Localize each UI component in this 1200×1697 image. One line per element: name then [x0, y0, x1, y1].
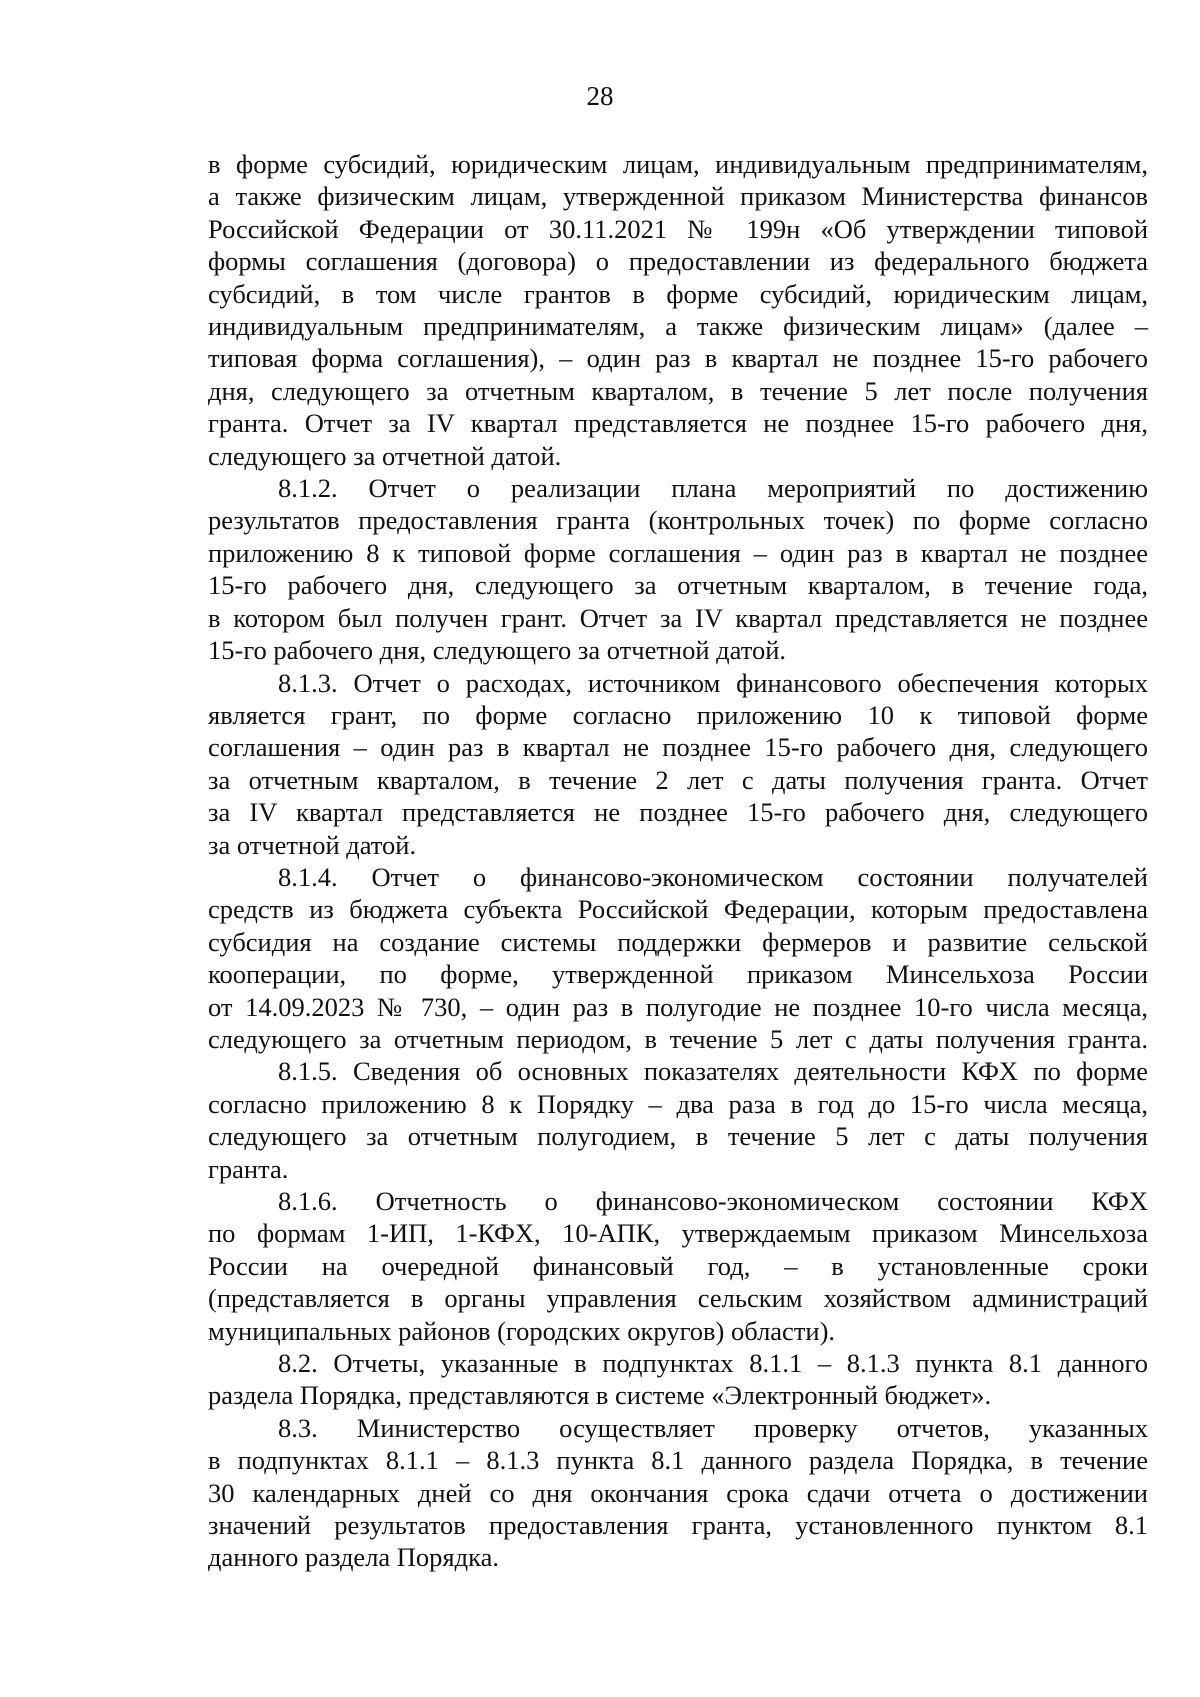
text-line: 15-го рабочего дня, следующего за отчетной датой. — [208, 635, 787, 666]
document-body — [208, 148, 1148, 1574]
paragraph-8-1-5 — [208, 1055, 1148, 1185]
text-line: 30 календарных дней со дня окончания срока сдачи отчета о достижении — [208, 1477, 1148, 1508]
paragraph-8-1-6 — [208, 1185, 1148, 1347]
text-line: за отчетной датой. — [208, 829, 417, 860]
text-line: 8.1.3. Отчет о расходах, источником финансового обеспечения которых — [278, 667, 1148, 698]
paragraph-8-1-2 — [208, 472, 1148, 666]
text-line: от 14.09.2023 № 730, – один раз в полугодие не позднее 10-го числа месяца, — [208, 991, 1148, 1022]
text-line: субсидия на создание системы поддержки фермеров и развитие сельской — [208, 926, 1148, 957]
text-line: субсидий, в том числе грантов в форме субсидий, юридическим лицам, — [208, 278, 1148, 309]
text-line: следующего за отчетной датой. — [208, 440, 562, 471]
text-line: в подпунктах 8.1.1 – 8.1.3 пункта 8.1 данного раздела Порядка, в течение — [208, 1445, 1148, 1476]
text-line: типовая форма соглашения), – один раз в квартал не позднее 15-го рабочего — [208, 343, 1148, 374]
text-line: муниципальных районов (городских округов) области). — [208, 1315, 836, 1346]
text-line: гранта. — [208, 1153, 289, 1184]
text-line: раздела Порядка, представляются в системе «Электронный бюджет». — [208, 1380, 992, 1411]
paragraph-8-1-4 — [208, 861, 1148, 1055]
page-number: 28 — [586, 81, 614, 111]
text-line: по формам 1-ИП, 1-КФХ, 10-АПК, утверждаемым приказом Минсельхоза — [208, 1218, 1148, 1249]
text-line: данного раздела Порядка. — [208, 1542, 499, 1573]
text-line: кооперации, по форме, утвержденной приказом Минсельхоза России — [208, 959, 1148, 990]
text-line: (представляется в органы управления сельским хозяйством администраций — [208, 1283, 1148, 1314]
paragraph-8-2 — [208, 1347, 1148, 1412]
text-line: гранта. Отчет за IV квартал представляется не позднее 15-го рабочего дня, — [208, 408, 1148, 439]
text-line: 8.1.2. Отчет о реализации плана мероприятий по достижению — [278, 473, 1148, 504]
text-line: приложению 8 к типовой форме соглашения – один раз в квартал не позднее — [208, 537, 1148, 568]
text-line: России на очередной финансовый год, – в установленные сроки — [208, 1250, 1148, 1281]
text-line: результатов предоставления гранта (контрольных точек) по форме согласно — [208, 505, 1148, 536]
text-line: 8.1.5. Сведения об основных показателях деятельности КФХ по форме — [278, 1056, 1148, 1087]
text-line: Российской Федерации от 30.11.2021 № 199н «Об утверждении типовой — [208, 213, 1148, 244]
text-line: следующего за отчетным полугодием, в течение 5 лет с даты получения — [208, 1121, 1148, 1152]
text-line: следующего за отчетным периодом, в течение 5 лет с даты получения гранта. — [208, 1023, 1148, 1054]
text-line: в котором был получен грант. Отчет за IV квартал представляется не позднее — [208, 602, 1148, 633]
text-line: 8.2. Отчеты, указанные в подпунктах 8.1.1 – 8.1.3 пункта 8.1 данного — [278, 1348, 1148, 1379]
text-line: 15-го рабочего дня, следующего за отчетным кварталом, в течение года, — [208, 570, 1148, 601]
text-line: 8.3. Министерство осуществляет проверку отчетов, указанных — [278, 1412, 1148, 1443]
text-line: за отчетным кварталом, в течение 2 лет с даты получения гранта. Отчет — [208, 764, 1148, 795]
text-line: 8.1.4. Отчет о финансово-экономическом состоянии получателей — [278, 861, 1148, 892]
text-line: 8.1.6. Отчетность о финансово-экономическом состоянии КФХ — [278, 1186, 1148, 1216]
text-line: соглашения – один раз в квартал не позднее 15-го рабочего дня, следующего — [208, 732, 1148, 763]
paragraph-continuation — [208, 148, 1148, 472]
text-line: дня, следующего за отчетным кварталом, в течение 5 лет после получения — [208, 375, 1148, 406]
text-line: в форме субсидий, юридическим лицам, индивидуальным предпринимателям, — [208, 149, 1148, 179]
text-line: средств из бюджета субъекта Российской Федерации, которым предоставлена — [208, 894, 1148, 925]
paragraph-8-3 — [208, 1412, 1148, 1574]
text-line: за IV квартал представляется не позднее 15-го рабочего дня, следующего — [208, 797, 1148, 828]
text-line: индивидуальным предпринимателям, а также физическим лицам» (далее – — [208, 311, 1148, 342]
text-line: является грант, по форме согласно приложению 10 к типовой форме — [208, 699, 1148, 730]
text-line: значений результатов предоставления гранта, установленного пунктом 8.1 — [208, 1510, 1148, 1541]
text-line: согласно приложению 8 к Порядку – два раза в год до 15-го числа месяца, — [208, 1088, 1148, 1119]
text-line: а также физическим лицам, утвержденной приказом Министерства финансов — [208, 181, 1148, 212]
paragraph-8-1-3 — [208, 667, 1148, 861]
text-line: формы соглашения (договора) о предоставлении из федерального бюджета — [208, 246, 1148, 277]
